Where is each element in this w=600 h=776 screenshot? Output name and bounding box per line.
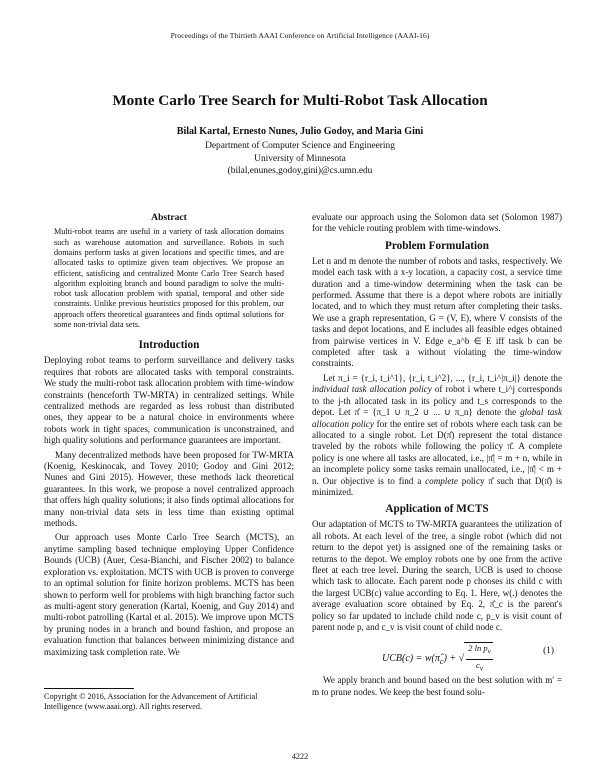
right-column [312,212,562,701]
mcts-paragraph-2: We apply branch and bound based on the best solution with m′ = m to prune nodes. We keep the best found solu- [312,675,562,697]
eq-denominator [466,660,493,675]
affiliation-email: (bilal,enunes,godoy,gini)@cs.umn.edu [227,166,373,177]
eq-numerator-sub: v [487,648,491,657]
intro-continuation: evaluate our approach using the Solomon data set (Solomon 1987) for the vehicle routing problem with time-windows. [312,212,562,234]
abstract-heading: Abstract [151,212,187,223]
problem-p2-part-d: policy π̂ such that D(π̂) is minimized. [312,475,562,497]
problem-p2-part-a: Let π_i = {r_i, t_i^1}, {r_i, t_i^2}, ..., {r_i, t_i^|π_i|} denote the [323,372,562,383]
page-number: 4222 [291,752,309,761]
problem-p2-part-c: for the entire set of robots where each task can be allocated to a single robot. Let D(π̂) represent the total distance traveled by the robots while following the policy π̂. A complete policy is one where all tasks are allocated, i.e., |π̂| = m + n, while in an incomplete policy some tasks remain unallocated, i.e., |π̂| < m + n. Our objective is to find a [312,418,562,486]
mcts-paragraph-1: Our adaptation of MCTS to TW-MRTA guarantees the utilization of all robots. At each level of the tree, a single robot (which did not return to the depot yet) is assigned one of the remaining tasks or returns to the depot. We employ robots one by one from the active fleet at each tree level. During the search, UCB is used to choose which task to allocate. Each parent node p chooses its child c with the largest UCB(c) value according to Eq. 1. Here, w(.) denotes the average evaluation score obtained by Eq. 2, π̂_c is the parent's policy so far updated to include child node c, p_v is visit count of parent node p, and c_v is visit count of child node c. [312,519,562,632]
global-policy-term: global task allocation policy [312,407,562,429]
problem-formulation-heading: Problem Formulation [385,239,489,252]
equation-1 [312,636,562,673]
problem-p2-part-b: of robot i where t_i^j corresponds to the j-th allocated task in its policy and t_s corresponds to the depot. Let π̂ = {π_1 ∪ π_2 ∪ ... ∪ π_n} denote the [312,384,562,418]
individual-policy-term: individual task allocation policy [312,384,432,395]
equation-number: (1) [543,646,554,657]
application-mcts-heading: Application of MCTS [385,503,489,516]
abstract-text: Multi-robot teams are useful in a variety of task allocation domains such as warehouse automation and surveillance. Robots in such domains perform tasks at given locations and specific times, and are allocated tasks to optimize given team objectives. We propose an efficient, satisficing and centralized Monte Carlo Tree Search based algorithm exploiting branch and bound paradigm to solve the multi-robot task allocation problem with spatial, temporal and other side constraints. Unlike previous heuristics proposed for this problem, our approach offers theoretical guarantees and finds optimal solutions for some non-trivial data sets. [54,227,284,330]
left-column [44,212,294,661]
sqrt-body [464,642,493,674]
eq-mid: ) + [443,653,459,665]
intro-paragraph-1: Deploying robot teams to perform surveillance and delivery tasks requires that robots are allocated tasks with temporal constraints. We study the multi-robot task allocation problem with time-window constraints (henceforth TW-MRTA) in centralized settings. While centralized methods are regarded as less robust than distributed ones, they appear to be a natural choice in environments where robots work in tight spaces, communication is unconstrained, and high quality solutions and performance guarantees are important. [44,355,294,446]
problem-paragraph-1: Let n and m denote the number of robots and tasks, respectively. We model each task with a x-y location, a capacity cost, a service time duration and a time-window determining when the task can be performed. Assume that there is a depot where robots are initially located, and to which they must return after completing their tasks. We use a graph representation, G = (V, E), where V consists of the tasks and depot locations, and E includes all feasible edges obtained from pairwise vertices in V. Edge e_a^b ∈ E iff task b can be completed after task a without violating the time-window constraints. [312,255,562,369]
eq-lhs-sub: c [439,657,444,667]
eq-fraction [466,643,493,674]
footnote-rule [44,688,134,689]
eq-numerator-text: 2 ln p [468,643,488,654]
copyright-notice: Copyright © 2016, Association for the Advancement of Artificial Intelligence (www.aaai.org). All rights reserved. [44,692,258,711]
eq-numerator [466,643,493,659]
affiliation [0,140,600,178]
intro-paragraph-3: Our approach uses Monte Carlo Tree Search (MCTS), an anytime sampling based technique employing Upper Confidence Bounds (UCB) (Auer, Cesa-Bianchi, and Fischer 2002) to balance exploration vs. exploitation. MCTS with UCB is proven to converge to an optimal solution for finite horizon problems. MCTS has been shown to perform well for problems with high branching factor such as multi-agent story generation (Kartal, Koenig, and Guy 2014) and multi-robot patrolling (Kartal et al. 2015). We improve upon MCTS by pruning nodes in a branch and bound fashion, and propose an evaluation function that balances between minimizing distance and maximizing task completion rate. We [44,532,294,657]
eq-lhs: UCB(c) = w(π̂ [382,653,440,665]
paper-authors: Bilal Kartal, Ernesto Nunes, Julio Godoy, and Maria Gini [176,126,424,137]
affiliation-dept: Department of Computer Science and Engineering [205,141,395,151]
ucb-equation [382,642,493,674]
paper-title: Monte Carlo Tree Search for Multi-Robot Task Allocation [112,92,488,109]
introduction-heading: Introduction [138,339,200,352]
sqrt-sign: √ [458,653,465,665]
proceedings-header: Proceedings of the Thirtieth AAAI Conference on Artificial Intelligence (AAAI-16) [170,31,430,40]
complete-term: complete [425,475,458,486]
eq-denominator-text: c [476,659,480,670]
eq-denominator-sub: v [479,664,484,673]
problem-paragraph-2 [312,373,562,498]
intro-paragraph-2: Many decentralized methods have been proposed for TW-MRTA (Koenig, Keskinocak, and Tovey 2010; Godoy and Gini 2012; Nunes and Gini 2015). However, these methods lack theoretical guarantees. In this work, we propose a novel centralized approach that offers high quality solutions; it also finds optimal allocations for many non-trivial data sets in less time than existing optimal methods. [44,449,294,529]
affiliation-univ: University of Minnesota [254,153,346,164]
